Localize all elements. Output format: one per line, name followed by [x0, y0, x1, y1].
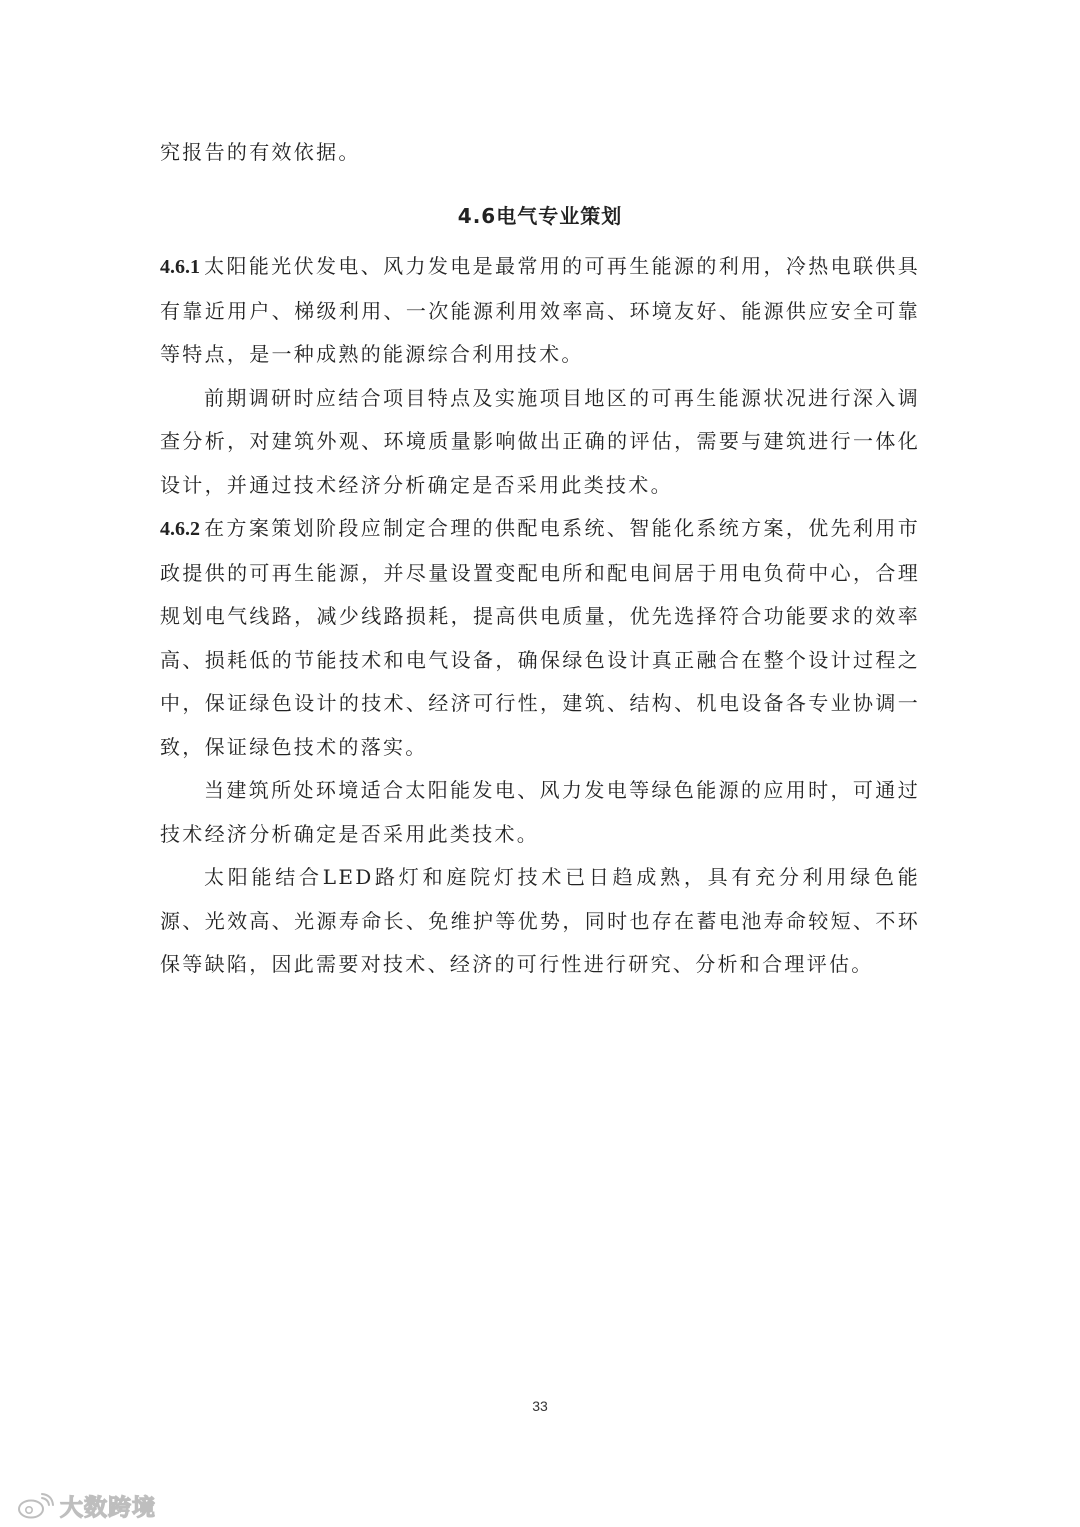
watermark-text: 大数跨境 [60, 1495, 156, 1521]
clause-number: 4.6.1 [160, 256, 200, 278]
body-paragraph: 当建筑所处环境适合太阳能发电、风力发电等绿色能源的应用时，可通过技术经济分析确定是否采用此类技术。 [160, 778, 920, 846]
body-paragraph: 太阳能结合LED路灯和庭院灯技术已日趋成熟，具有充分利用绿色能源、光效高、光源寿命长、免维护等优势，同时也存在蓄电池寿命较短、不环保等缺陷，因此需要对技术、经济的可行性进行研究、分析和合理评估。 [160, 865, 920, 976]
continuation-paragraph: 究报告的有效依据。 [160, 140, 361, 164]
watermark [16, 1489, 156, 1522]
clause-4-6-1 [160, 245, 920, 377]
clause-text: 在方案策划阶段应制定合理的供配电系统、智能化系统方案，优先利用市政提供的可再生能源，并尽量设置变配电所和配电间居于用电负荷中心，合理规划电气线路，减少线路损耗，提高供电质量，优先选择符合功能要求的效率高、损耗低的节能技术和电气设备，确保绿色设计真正融合在整个设计过程之中，保证绿色设计的技术、经济可行性，建筑、结构、机电设备各专业协调一致，保证绿色技术的落实。 [160, 516, 920, 759]
weibo-logo-icon [16, 1492, 54, 1520]
clause-number: 4.6.2 [160, 518, 200, 540]
section-heading: 4.6电气专业策划 [457, 203, 623, 228]
body-paragraph: 前期调研时应结合项目特点及实施项目地区的可再生能源状况进行深入调查分析，对建筑外观、环境质量影响做出正确的评估，需要与建筑进行一体化设计，并通过技术经济分析确定是否采用此类技术。 [160, 385, 920, 497]
document-body [160, 131, 920, 987]
page-number: 33 [532, 1398, 548, 1414]
clause-4-6-2 [160, 507, 920, 769]
clause-text: 太阳能光伏发电、风力发电是最常用的可再生能源的利用，冷热电联供具有靠近用户、梯级利用、一次能源利用效率高、环境友好、能源供应安全可靠等特点，是一种成熟的能源综合利用技术。 [160, 254, 920, 366]
